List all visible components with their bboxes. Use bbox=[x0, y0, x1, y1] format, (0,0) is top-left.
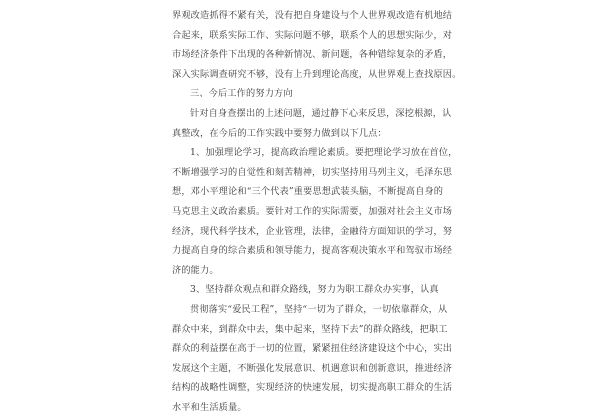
text-line: 贯彻落实“爱民工程”，坚持“一切为了群众，一切依靠群众，从 bbox=[190, 303, 448, 315]
paragraph-1 bbox=[172, 6, 462, 84]
text-line: 结构的战略性调整，实现经济的快速发展，切实提高职工群众的生活 bbox=[172, 382, 453, 394]
section-heading-3: 三、今后工作的努力方向 bbox=[190, 88, 293, 100]
document-body bbox=[172, 6, 462, 417]
text-line: 力提高自身的综合素质和领导能力，提高客观决策水平和驾驭市场经 bbox=[172, 245, 453, 257]
text-line: 马克思主义政治素质。要针对工作的实际需要，加强对社会主义市场 bbox=[172, 205, 453, 217]
text-line: 济的能力。 bbox=[172, 264, 219, 276]
text-line: 经济，现代科学技术，企业管理，法律，金融待方面知识的学习，努 bbox=[172, 225, 453, 237]
text-line: 群众中来，到群众中去，集中起来，坚持下去”的群众路线，把职工 bbox=[172, 323, 448, 335]
text-line: 发展这个主题，不断强化发展意识、机遇意识和创新意识，推进经济 bbox=[172, 362, 453, 374]
text-line: 合起来，联系实际工作、实际问题不够，联系个人的思想实际少，对 bbox=[172, 29, 453, 41]
text-line: 真整改，在今后的工作实践中要努力做到以下几点： bbox=[172, 127, 387, 139]
text-line: 不断增强学习的自觉性和刻苦精神，切实坚持用马列主义，毛泽东思 bbox=[172, 166, 453, 178]
text-line: 水平和生活质量。 bbox=[172, 401, 247, 413]
paragraph-2 bbox=[172, 104, 452, 143]
paragraph-4 bbox=[172, 300, 453, 417]
paragraph-3 bbox=[172, 143, 458, 280]
section-heading-4: 3、坚持群众观点和群众路线，努力为职工群众办实事，认真 bbox=[190, 284, 439, 296]
text-line: 1、加强理论学习，提高政治理论素质。要把理论学习放在首位， bbox=[190, 147, 458, 159]
text-line: 市场经济条件下出现的各种新情况、新问题，各种错综复杂的矛盾， bbox=[172, 49, 453, 61]
text-line: 群众的利益摆在高于一切的位置，紧紧扭住经济建设这个中心，实出 bbox=[172, 343, 453, 355]
text-line: 针对自身查摆出的上述问题，通过静下心来反思，深挖根源，认 bbox=[190, 107, 452, 119]
text-line: 界观改造抓得不紧有关，没有把自身建设与个人世界观改造有机地结 bbox=[172, 10, 453, 21]
text-line: 想，邓小平理论和“三个代表”重要思想武装头脑，不断提高自身的 bbox=[172, 186, 444, 198]
text-line: 深入实际调查研究不够，没有上升到理论高度，从世界观上查找原因。 bbox=[172, 68, 462, 80]
